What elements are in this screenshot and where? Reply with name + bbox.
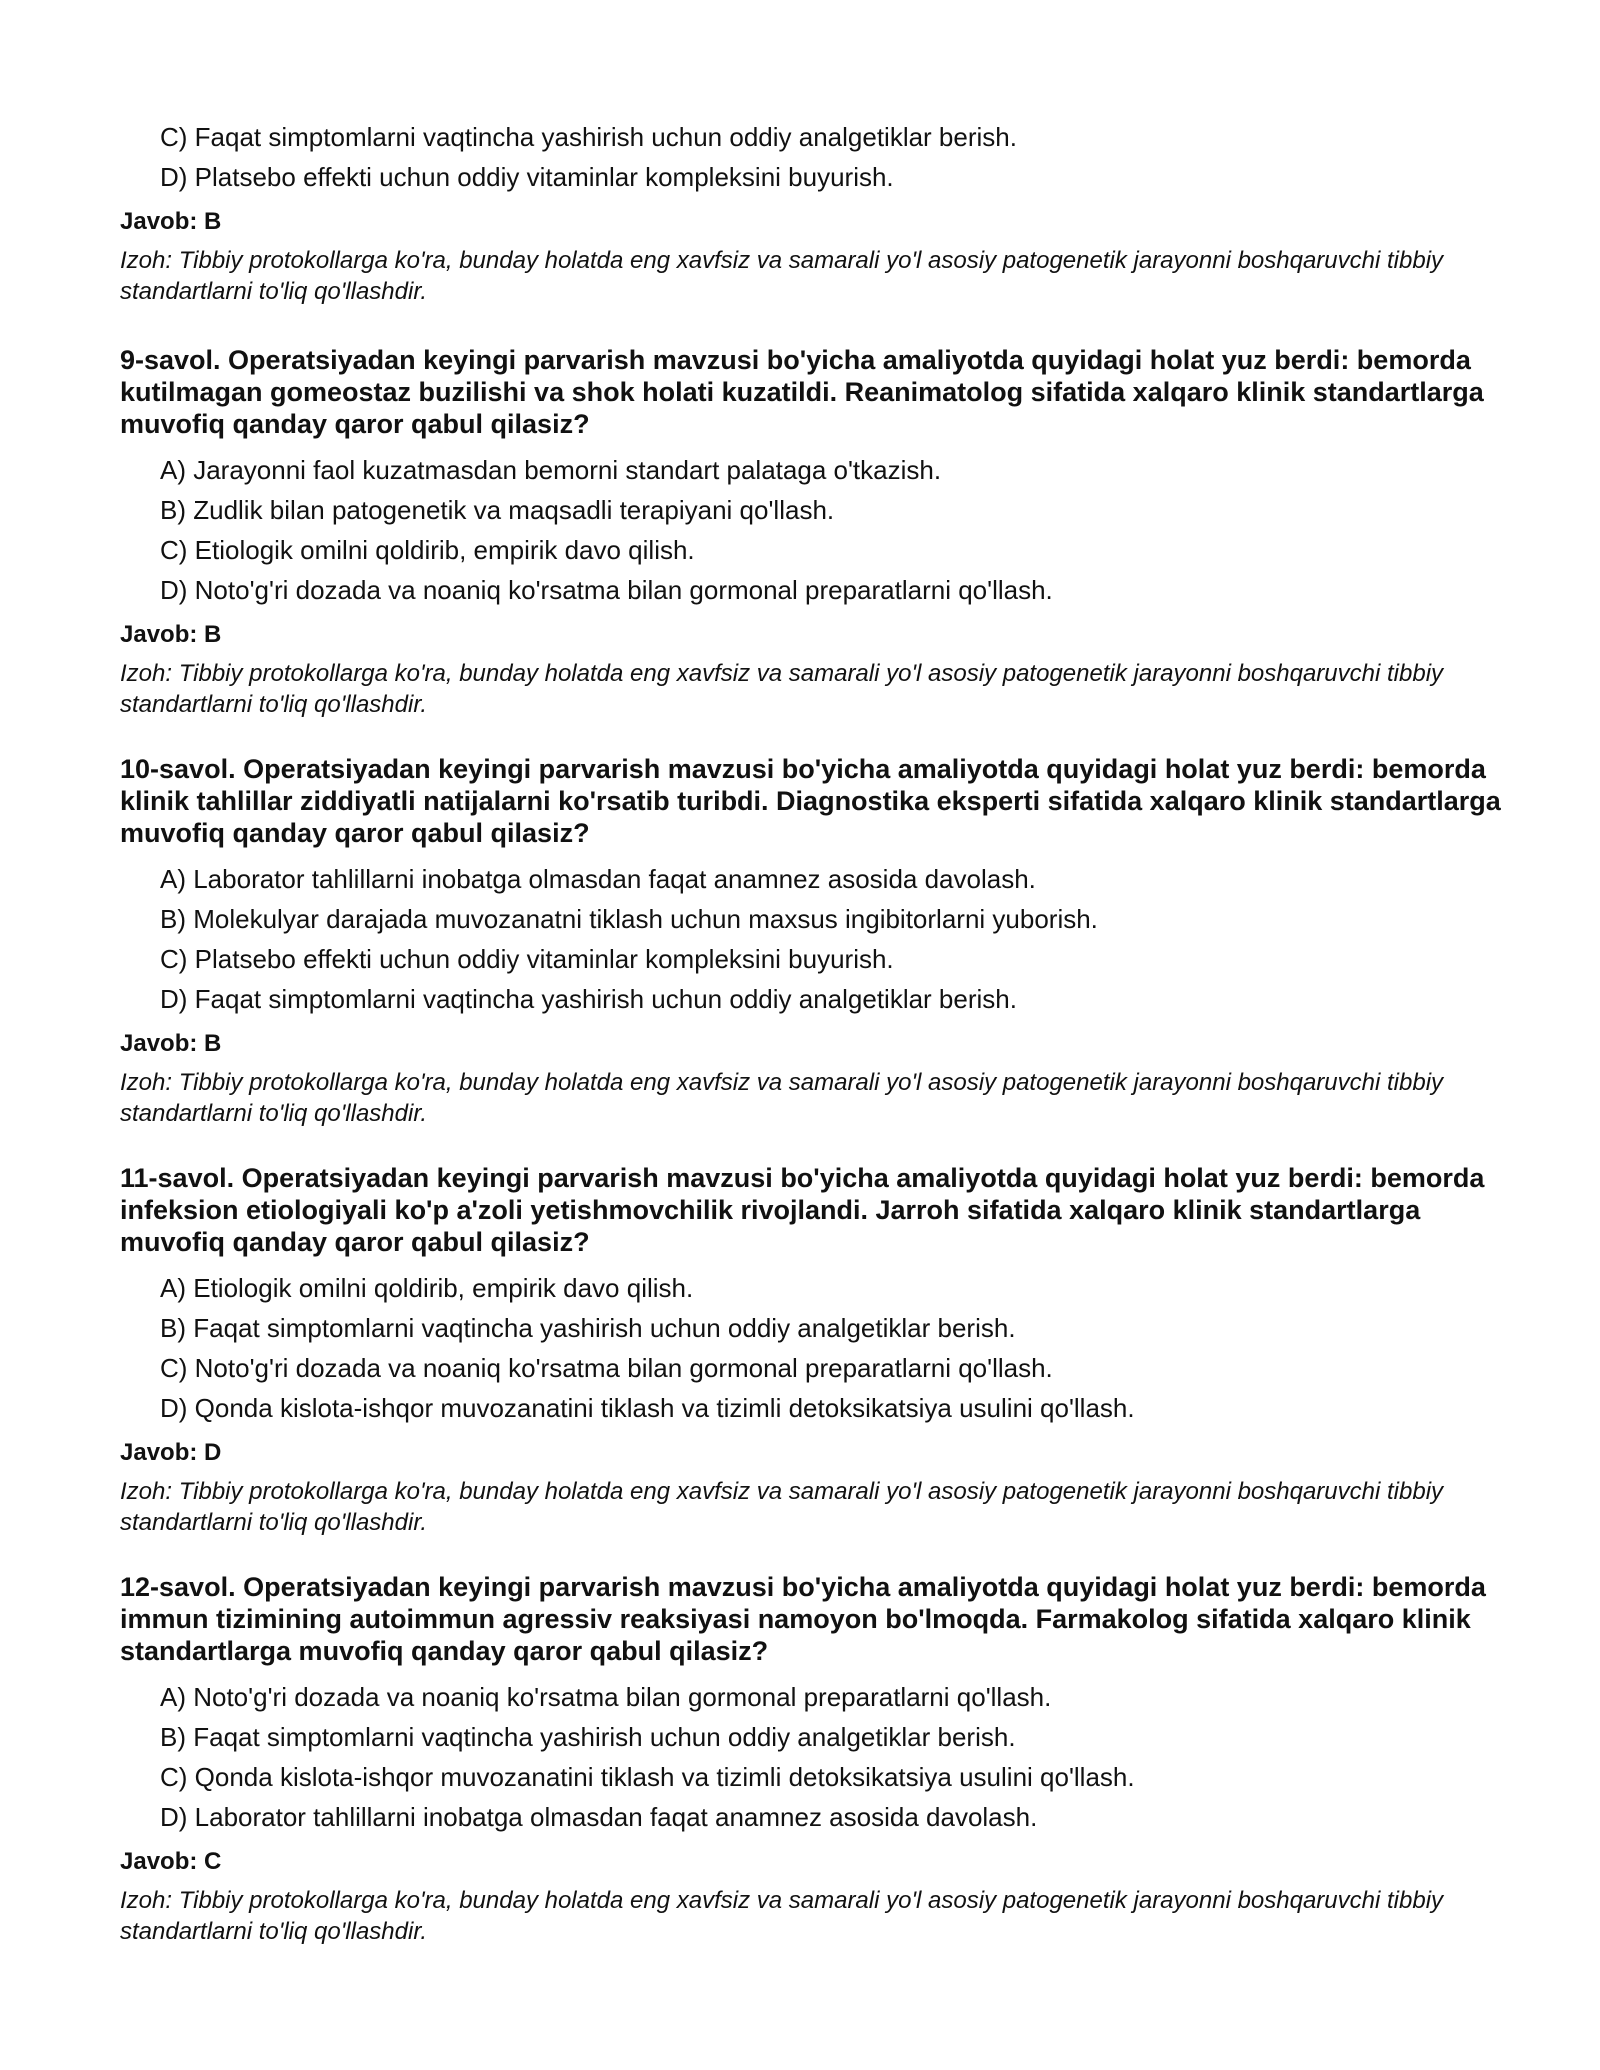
question-8-tail xyxy=(120,117,1510,307)
option-a: A) Jarayonni faol kuzatmasdan bemorni standart palataga o'tkazish. xyxy=(160,455,942,485)
question-11 xyxy=(120,1162,1510,1538)
option-a: A) Etiologik omilni qoldirib, empirik davo qilish. xyxy=(160,1273,694,1303)
option-c: C) Qonda kislota-ishqor muvozanatini tiklash va tizimli detoksikatsiya usulini qo'llash. xyxy=(160,1762,1135,1792)
answer-label: Javob: C xyxy=(120,1848,222,1875)
option-b: B) Faqat simptomlarni vaqtincha yashirish uchun oddiy analgetiklar berish. xyxy=(160,1313,1016,1343)
option-c: C) Noto'g'ri dozada va noaniq ko'rsatma bilan gormonal preparatlarni qo'llash. xyxy=(160,1353,1053,1383)
explanation-note: Izoh: Tibbiy protokollarga ko'ra, bunday holatda eng xavfsiz va samarali yo'l asosiy patogenetik jarayonni boshqaruvchi tibbiy standartlarni to'liq qo'llashdir. xyxy=(120,1069,1444,1127)
explanation-note: Izoh: Tibbiy protokollarga ko'ra, bunday holatda eng xavfsiz va samarali yo'l asosiy patogenetik jarayonni boshqaruvchi tibbiy standartlarni to'liq qo'llashdir. xyxy=(120,1887,1444,1945)
option-d: D) Laborator tahlillarni inobatga olmasdan faqat anamnez asosida davolash. xyxy=(160,1802,1038,1832)
question-9 xyxy=(120,344,1510,720)
option-d: D) Platsebo effekti uchun oddiy vitaminlar kompleksini buyurish. xyxy=(160,162,894,192)
answer-label: Javob: B xyxy=(120,208,222,235)
option-b: B) Zudlik bilan patogenetik va maqsadli terapiyani qo'llash. xyxy=(160,495,835,525)
answer-label: Javob: D xyxy=(120,1439,222,1466)
explanation-note: Izoh: Tibbiy protokollarga ko'ra, bunday holatda eng xavfsiz va samarali yo'l asosiy patogenetik jarayonni boshqaruvchi tibbiy standartlarni to'liq qo'llashdir. xyxy=(120,1478,1444,1536)
option-d: D) Qonda kislota-ishqor muvozanatini tiklash va tizimli detoksikatsiya usulini qo'llash. xyxy=(160,1393,1135,1423)
explanation-note: Izoh: Tibbiy protokollarga ko'ra, bunday holatda eng xavfsiz va samarali yo'l asosiy patogenetik jarayonni boshqaruvchi tibbiy standartlarni to'liq qo'llashdir. xyxy=(120,247,1444,305)
option-c: C) Platsebo effekti uchun oddiy vitaminlar kompleksini buyurish. xyxy=(160,944,894,974)
option-a: A) Laborator tahlillarni inobatga olmasdan faqat anamnez asosida davolash. xyxy=(160,864,1036,894)
option-d: D) Faqat simptomlarni vaqtincha yashirish uchun oddiy analgetiklar berish. xyxy=(160,984,1017,1014)
option-c: C) Faqat simptomlarni vaqtincha yashirish uchun oddiy analgetiklar berish. xyxy=(160,122,1017,152)
option-d: D) Noto'g'ri dozada va noaniq ko'rsatma bilan gormonal preparatlarni qo'llash. xyxy=(160,575,1053,605)
question-title: 11-savol. Operatsiyadan keyingi parvarish mavzusi bo'yicha amaliyotda quyidagi holat yuz berdi: bemorda infeksion etiologiyali ko'p a'zoli yetishmovchilik rivojlandi. Jarroh sifatida xalqaro klinik standartlarga muvofiq qanday qaror qabul qilasiz? xyxy=(120,1163,1485,1257)
question-title: 9-savol. Operatsiyadan keyingi parvarish mavzusi bo'yicha amaliyotda quyidagi holat yuz berdi: bemorda kutilmagan gomeostaz buzilishi va shok holati kuzatildi. Reanimatolog sifatida xalqaro klinik standartlarga muvofiq qanday qaror qabul qilasiz? xyxy=(120,345,1484,439)
explanation-note: Izoh: Tibbiy protokollarga ko'ra, bunday holatda eng xavfsiz va samarali yo'l asosiy patogenetik jarayonni boshqaruvchi tibbiy standartlarni to'liq qo'llashdir. xyxy=(120,660,1444,718)
question-12 xyxy=(120,1571,1510,1947)
question-title: 12-savol. Operatsiyadan keyingi parvarish mavzusi bo'yicha amaliyotda quyidagi holat yuz berdi: bemorda immun tizimining autoimmun agressiv reaksiyasi namoyon bo'lmoqda. Farmakolog sifatida xalqaro klinik standartlarga muvofiq qanday qaror qabul qilasiz? xyxy=(120,1572,1486,1666)
answer-label: Javob: B xyxy=(120,621,222,648)
answer-label: Javob: B xyxy=(120,1030,222,1057)
question-title: 10-savol. Operatsiyadan keyingi parvarish mavzusi bo'yicha amaliyotda quyidagi holat yuz berdi: bemorda klinik tahlillar ziddiyatli natijalarni ko'rsatib turibdi. Diagnostika eksperti sifatida xalqaro klinik standartlarga muvofiq qanday qaror qabul qilasiz? xyxy=(120,754,1501,848)
option-c: C) Etiologik omilni qoldirib, empirik davo qilish. xyxy=(160,535,695,565)
option-b: B) Molekulyar darajada muvozanatni tiklash uchun maxsus ingibitorlarni yuborish. xyxy=(160,904,1098,934)
option-a: A) Noto'g'ri dozada va noaniq ko'rsatma bilan gormonal preparatlarni qo'llash. xyxy=(160,1682,1052,1712)
option-b: B) Faqat simptomlarni vaqtincha yashirish uchun oddiy analgetiklar berish. xyxy=(160,1722,1016,1752)
question-10 xyxy=(120,753,1510,1129)
